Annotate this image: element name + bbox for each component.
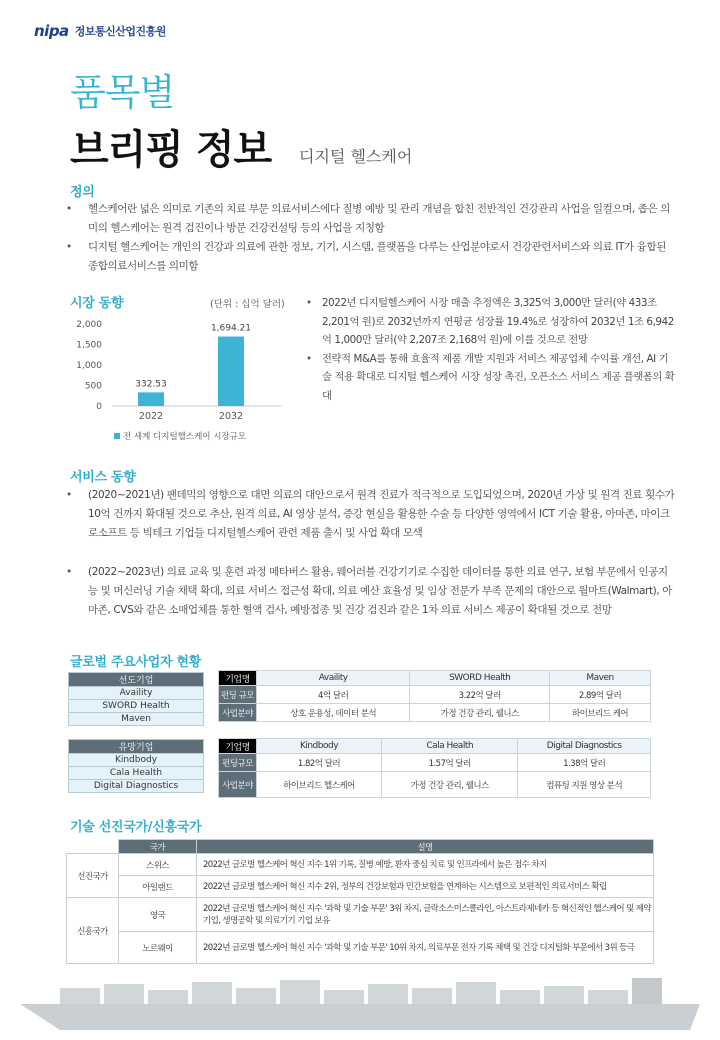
company-funding: 1.82억 달러 (257, 754, 382, 772)
x-tick-label: 2032 (218, 411, 244, 422)
service-bullet: • (2020~2021년) 팬데믹의 영향으로 대면 의료의 대안으로서 원격 진료가 적극적으로 도입되었으며, 2020년 가상 및 원격 진료 횟수가 10억 건까지 확대될 것으로 추산, 원격 의료, AI 영상 분석, 증강 현실을 활용한 수술 등 다양한 영역에서 ICT 기술 활용, 아마존, 마이크로소프트 등 빅테크 기업들 디지털헬스케어 관련 제품 출시 및 사업 확대 모색 (66, 486, 676, 544)
company-funding: 1.57억 달러 (382, 754, 518, 772)
market-bullet: • 2022년 디지털헬스케어 시장 매출 추정액은 3,325억 3,000만 달러(약 433조 2,201억 원)로 2032년까지 연평균 성장률 19.4%로 성장하여 2032년 1조 6,942억 1,000만 달러(약 2,207조 2,168억 원)에 이를 것으로 전망 (306, 294, 676, 350)
company-funding: 3.22억 달러 (410, 686, 550, 704)
definition-heading: 정의 (70, 185, 95, 200)
nipa-logo (34, 22, 166, 40)
logo-text: 정보통신산업진흥원 (74, 25, 166, 38)
service-heading: 서비스 동향 (70, 470, 136, 485)
tech-countries-table (66, 839, 654, 964)
company-field: 하이브리드 헬스케어 (257, 772, 382, 798)
promising-item: Kindbody (69, 754, 204, 767)
bar (218, 337, 244, 406)
bar (138, 392, 164, 406)
market-heading: 시장 동향 (70, 296, 124, 311)
y-tick-label: 0 (96, 402, 102, 412)
country-description: 2022년 글로벌 헬스케어 혁신 지수 2위, 정부의 건강보험과 민간보험을 연계하는 시스템으로 보편적인 의료서비스 확립 (197, 876, 654, 898)
chart-unit-label: (단위 : 십억 달러) (210, 299, 285, 310)
group-advanced: 선진국가 (67, 854, 119, 898)
company-field: 하이브리드 케어 (550, 704, 651, 722)
country-description: 2022년 글로벌 헬스케어 혁신 지수 '과학 및 기술 부문' 3위 차지, 글락소스미스클라인, 아스트라제네카 등 혁신적인 헬스케어 및 제약 기업, 생명공학 및 의료기기 기업 보유 (197, 898, 654, 932)
market-bullet: • 전략적 M&A를 통해 효율적 제품 개발 지원과 서비스 제공업체 수익률 개선, AI 기술 적용 확대로 디지털 헬스케어 시장 성장 촉진, 오픈소스 서비스 제공 플랫폼의 확대 (306, 350, 676, 406)
company-field: 가정 건강 관리, 웰니스 (410, 704, 550, 722)
legend-label: 전 세계 디지털헬스케어 시장규모 (123, 432, 247, 442)
promising-title: 유망기업 (69, 740, 204, 754)
country-description: 2022년 글로벌 헬스케어 혁신 지수 1위 기록, 질병 예방, 환자 중심 치료 및 인프라에서 높은 점수 차지 (197, 854, 654, 876)
tech-heading: 기술 선진국가/신흥국가 (70, 820, 202, 835)
company-funding: 2.89억 달러 (550, 686, 651, 704)
page-title-tag: 디지털 헬스케어 (299, 147, 413, 166)
header-country: 국가 (119, 840, 197, 854)
company-name: Cala Health (382, 739, 518, 754)
definition-list (66, 200, 676, 276)
company-name: Availity (257, 671, 410, 686)
header-description: 설명 (197, 840, 654, 854)
service-list (66, 486, 676, 620)
leading-companies-table (218, 670, 651, 722)
page-title-main: 품목별 (70, 71, 175, 114)
country-name: 스위스 (119, 854, 197, 876)
label-company: 기업명 (219, 671, 257, 686)
leading-item: Availity (69, 687, 204, 700)
label-funding: 펀딩 규모 (219, 686, 257, 704)
country-description: 2022년 글로벌 헬스케어 혁신 지수 '과학 및 기술 부문' 10위 차지, 의료부문 전자 기록 채택 및 건강 디지털화 부문에서 3위 등극 (197, 932, 654, 964)
market-size-chart (62, 296, 292, 446)
legend-swatch (114, 433, 120, 439)
promising-companies-list (68, 739, 204, 793)
promising-companies-table (218, 738, 651, 798)
company-name: SWORD Health (410, 671, 550, 686)
y-tick-label: 2,000 (76, 320, 102, 330)
label-funding: 펀딩규모 (219, 754, 257, 772)
x-tick-label: 2022 (138, 411, 164, 422)
cargo-ship-illustration (0, 960, 720, 1040)
country-name: 노르웨이 (119, 932, 197, 964)
country-name: 영국 (119, 898, 197, 932)
definition-bullet: • 헬스케어란 넓은 의미로 기존의 치료 부문 의료서비스에다 질병 예방 및 관리 개념을 합친 전반적인 건강관리 사업을 일컬으며, 좁은 의미의 헬스케어는 원격 검진이나 방문 건강컨설팅 등의 사업을 지칭함 (66, 200, 676, 238)
group-emerging: 신흥국가 (67, 898, 119, 964)
country-name: 아일랜드 (119, 876, 197, 898)
company-name: Digital Diagnostics (518, 739, 651, 754)
definition-bullet: • 디지털 헬스케어는 개인의 건강과 의료에 관한 정보, 기기, 시스템, 플랫폼을 다루는 산업분야로서 건강관련서비스와 의료 IT가 융합된 종합의료서비스를 의미함 (66, 238, 676, 276)
company-field: 컴퓨팅 지원 영상 분석 (518, 772, 651, 798)
y-tick-label: 1,500 (76, 340, 102, 351)
y-tick-label: 1,000 (76, 361, 102, 371)
logo-mark: nipa (34, 22, 69, 40)
company-funding: 1.38억 달러 (518, 754, 651, 772)
promising-item: Cala Health (69, 767, 204, 780)
bar-value-label: 332.53 (135, 379, 167, 390)
bar-value-label: 1,694.21 (210, 323, 252, 334)
label-company: 기업명 (219, 739, 257, 754)
company-field: 가정 건강 관리, 웰니스 (382, 772, 518, 798)
service-bullet: • (2022~2023년) 의료 교육 및 훈련 과정 메타버스 활용, 웨어러블 건강기기로 수집한 데이터를 통한 의료 연구, 보험 부문에서 인공지능 및 머신러닝 기술 채택 확대, 의료 서비스 접근성 확대, 의료 예산 효율성 및 임상 전문가 부족 문제의 대안으로 월마트(Walmart), 아마존, CVS와 같은 소매업체를 통한 혈액 검사, 예방접종 및 건강 검진과 같은 1차 의료 서비스 제공이 확대될 것으로 전망 (66, 563, 676, 621)
leading-companies-list (68, 672, 204, 726)
page-title-sub: 브리핑 정보 (70, 127, 272, 173)
promising-item: Digital Diagnostics (69, 780, 204, 793)
leading-item: Maven (69, 713, 204, 726)
company-field: 상호 운용성, 데이터 분석 (257, 704, 410, 722)
y-tick-label: 500 (84, 381, 102, 392)
leading-item: SWORD Health (69, 700, 204, 713)
leading-title: 선도기업 (69, 673, 204, 687)
label-field: 사업분야 (219, 704, 257, 722)
company-name: Maven (550, 671, 651, 686)
global-heading: 글로벌 주요사업자 현황 (70, 655, 202, 670)
company-name: Kindbody (257, 739, 382, 754)
label-field: 사업분야 (219, 772, 257, 798)
market-list (306, 294, 676, 406)
company-funding: 4억 달러 (257, 686, 410, 704)
